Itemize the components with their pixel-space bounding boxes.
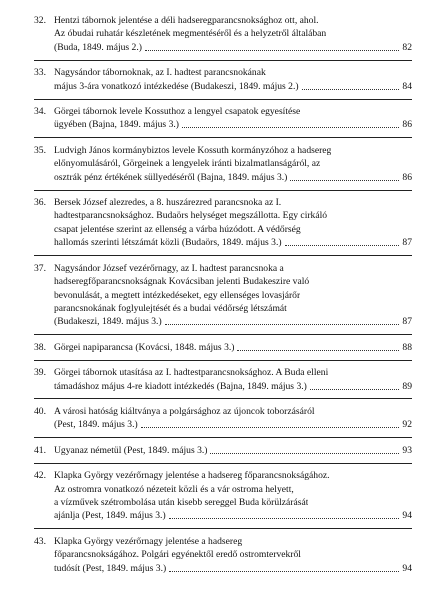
toc-entry bbox=[34, 66, 412, 99]
page-number: 84 bbox=[402, 80, 412, 92]
entry-line bbox=[54, 535, 412, 548]
page-number: 88 bbox=[402, 341, 412, 353]
toc-entry bbox=[34, 535, 412, 581]
page-number: 86 bbox=[402, 119, 412, 131]
entry-number: 34. bbox=[34, 106, 46, 118]
entry-line bbox=[54, 366, 412, 379]
dot-leader bbox=[210, 444, 399, 454]
entry-text: Bersek József alezredes, a 8. huszárezred parancsnoka az I. bbox=[54, 197, 282, 209]
dot-leader bbox=[182, 118, 399, 128]
toc-entry bbox=[34, 469, 412, 529]
page-number: 94 bbox=[402, 510, 412, 522]
entry-text: ajánlja (Pest, 1849. május 3.) bbox=[54, 510, 166, 522]
entry-text: hadtestparancsnoksághoz. Budaörs helységet megszállotta. Egy cirkáló bbox=[54, 210, 328, 222]
entry-line bbox=[54, 66, 412, 79]
entry-number: 43. bbox=[34, 535, 46, 547]
entry-text: (Pest, 1849. május 3.) bbox=[54, 419, 138, 431]
page-number: 94 bbox=[402, 562, 412, 574]
entry-line bbox=[54, 41, 412, 54]
entry-number: 39. bbox=[34, 367, 46, 379]
entry-line bbox=[54, 341, 412, 354]
toc-entry bbox=[34, 405, 412, 438]
entry-number: 32. bbox=[34, 15, 46, 26]
entry-text: Görgei tábornok levele Kossuthoz a lengyel csapatok egyesítése bbox=[54, 106, 301, 118]
entry-line bbox=[54, 380, 412, 393]
dot-leader bbox=[302, 80, 400, 90]
toc-entry bbox=[34, 144, 412, 191]
entry-number: 35. bbox=[34, 144, 46, 156]
entry-text: (Budakeszi, 1849. május 3.) bbox=[54, 316, 162, 328]
page-number: 87 bbox=[402, 316, 412, 328]
entry-text: előnyomulásáról, Görgeinek a lengyelek iránti bizalmatlanságáról, az bbox=[54, 158, 321, 170]
entry-text: Az óbudai ruhatár készletének megmentéséről és a helyzetről általában bbox=[54, 28, 327, 40]
dot-leader bbox=[169, 509, 400, 519]
entry-line bbox=[54, 469, 412, 482]
entry-line bbox=[54, 509, 412, 522]
entry-line bbox=[54, 157, 412, 170]
entry-line bbox=[54, 315, 412, 328]
entry-text: Ugyanaz németül (Pest, 1849. május 3.) bbox=[54, 444, 208, 456]
entry-number: 37. bbox=[34, 262, 46, 274]
dot-leader bbox=[169, 562, 399, 572]
entry-number: 36. bbox=[34, 197, 46, 209]
toc-entry bbox=[34, 196, 412, 256]
dot-leader bbox=[145, 41, 399, 51]
entry-line bbox=[54, 209, 412, 222]
toc-entry bbox=[34, 262, 412, 336]
entry-line bbox=[54, 405, 412, 418]
page-number: 82 bbox=[402, 41, 412, 53]
toc-entry bbox=[34, 444, 412, 464]
toc-entry bbox=[34, 366, 412, 399]
entry-text: parancsnokának foglyulejtését és a budai védőrség létszámát bbox=[54, 302, 287, 314]
entry-text: csapat jelentése szerint az ellenség a várba húzódott. A védőrség bbox=[54, 223, 301, 235]
entry-line bbox=[54, 105, 412, 118]
entry-line bbox=[54, 236, 412, 249]
entry-text: a vízművek szétrombolása után kisebb sereggel Buda körülzárását bbox=[54, 496, 309, 508]
entry-text: május 3-ára vonatkozó intézkedése (Budakeszi, 1849. május 2.) bbox=[54, 80, 299, 92]
entry-line bbox=[54, 14, 412, 27]
entry-text: (Buda, 1849. május 2.) bbox=[54, 41, 142, 53]
entry-line bbox=[54, 196, 412, 209]
dot-leader bbox=[290, 171, 399, 181]
entry-line bbox=[54, 223, 412, 236]
entry-text: Nagysándor tábornoknak, az I. hadtest parancsnokának bbox=[54, 67, 266, 79]
entry-text: Klapka György vezérőrnagy jelentése a hadsereg bbox=[54, 535, 243, 547]
page-number: 87 bbox=[402, 237, 412, 249]
entry-text: Hentzi tábornok jelentése a déli hadseregparancsnoksághoz ott, ahol. bbox=[54, 15, 319, 26]
entry-line bbox=[54, 118, 412, 131]
entry-line bbox=[54, 496, 412, 509]
entry-line bbox=[54, 262, 412, 275]
entry-line bbox=[54, 80, 412, 93]
entry-number: 42. bbox=[34, 470, 46, 482]
dot-leader bbox=[141, 418, 400, 428]
entry-text: főparancsnokságához. Polgári egyénektől eredő ostromtervekről bbox=[54, 549, 301, 561]
entry-line bbox=[54, 27, 412, 40]
entry-text: A városi hatóság kiáltványa a polgársághoz az újoncok toborzásáról bbox=[54, 405, 315, 417]
entry-text: Görgei tábornok utasítása az I. hadtestparancsnoksághoz. A Buda elleni bbox=[54, 367, 329, 379]
entry-line bbox=[54, 302, 412, 315]
page-number: 89 bbox=[402, 380, 412, 392]
dot-leader bbox=[285, 236, 400, 246]
page-number: 93 bbox=[402, 444, 412, 456]
dot-leader bbox=[310, 380, 400, 390]
toc-entry bbox=[34, 14, 412, 61]
dot-leader bbox=[165, 315, 400, 325]
entry-number: 40. bbox=[34, 405, 46, 417]
entry-number: 33. bbox=[34, 67, 46, 79]
entry-line bbox=[54, 548, 412, 561]
entry-text: Klapka György vezérőrnagy jelentése a hadsereg főparancsnokságához. bbox=[54, 470, 330, 482]
entry-text: Ludvigh János kormánybiztos levele Kossuth kormányzóhoz a hadsereg bbox=[54, 144, 332, 156]
dot-leader bbox=[237, 341, 399, 351]
entry-line bbox=[54, 171, 412, 184]
entry-line bbox=[54, 562, 412, 575]
toc-entry bbox=[34, 341, 412, 361]
entry-number: 38. bbox=[34, 341, 46, 353]
entry-line bbox=[54, 144, 412, 157]
page-number: 86 bbox=[402, 171, 412, 183]
entry-line bbox=[54, 418, 412, 431]
entry-text: Az ostromra vonatkozó nézeteit közli és a vár ostroma helyett, bbox=[54, 483, 294, 495]
entry-text: bevonulását, a megtett intézkedéseket, egy ellenséges lovasjárőr bbox=[54, 289, 301, 301]
entry-line bbox=[54, 483, 412, 496]
table-of-contents bbox=[0, 14, 432, 586]
entry-text: Nagysándor József vezérőrnagy, az I. hadtest parancsnoka a bbox=[54, 262, 284, 274]
entry-text: Görgei napiparancsa (Kovácsi, 1848. május 3.) bbox=[54, 341, 235, 353]
entry-text: tudósít (Pest, 1849. május 3.) bbox=[54, 562, 167, 574]
entry-text: osztrák pénz értékének süllyedéséről (Bajna, 1849. május 3.) bbox=[54, 171, 288, 183]
entry-number: 41. bbox=[34, 444, 46, 456]
toc-entry bbox=[34, 105, 412, 138]
entry-text: hadseregfőparancsnokságnak Kovácsiban jelenti Budakeszire való bbox=[54, 276, 310, 288]
entry-text: hallomás szerinti létszámát közli (Budaörs, 1849. május 3.) bbox=[54, 237, 282, 249]
entry-text: ügyében (Bajna, 1849. május 3.) bbox=[54, 119, 179, 131]
entry-line bbox=[54, 444, 412, 457]
entry-line bbox=[54, 275, 412, 288]
page-number: 92 bbox=[402, 419, 412, 431]
entry-text: támadáshoz május 4-re kiadott intézkedés (Bajna, 1849. május 3.) bbox=[54, 380, 307, 392]
entry-line bbox=[54, 289, 412, 302]
